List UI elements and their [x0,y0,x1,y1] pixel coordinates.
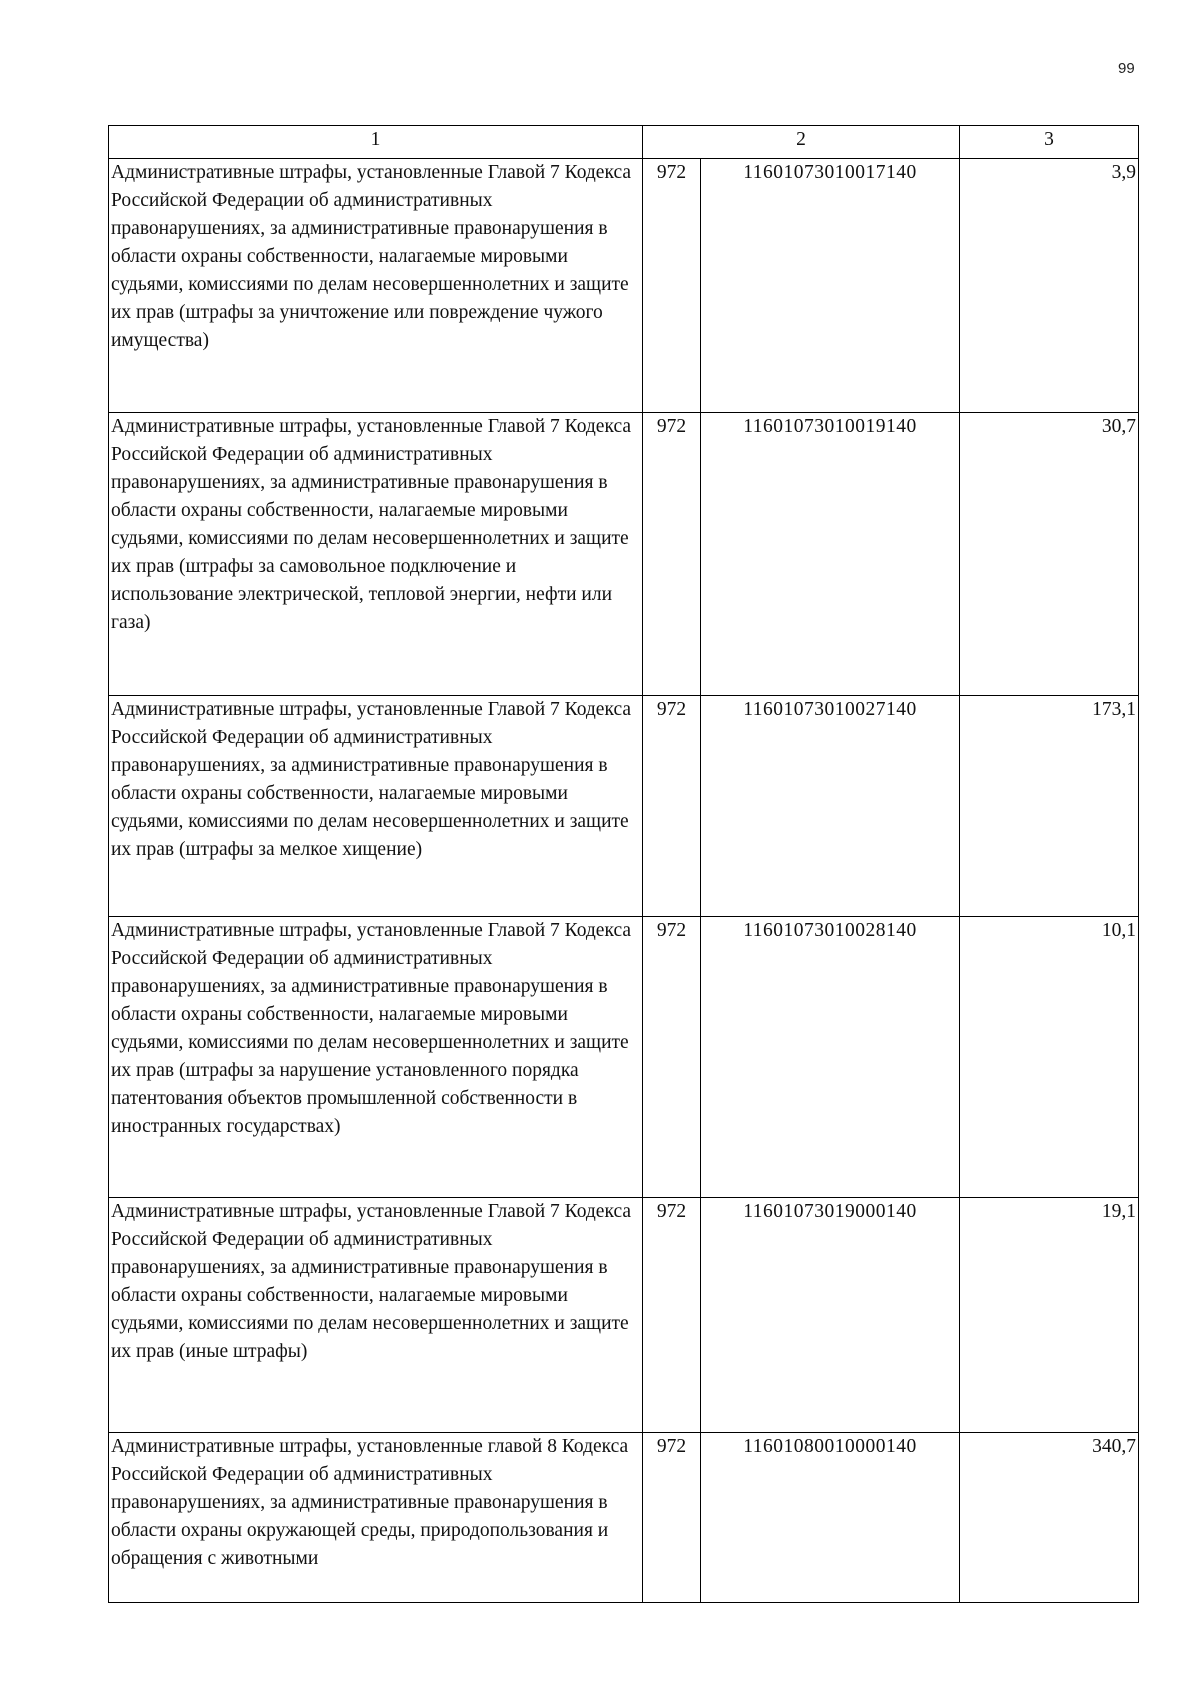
header-col-2: 2 [643,126,960,159]
row-description: Административные штрафы, установленные Главой 7 Кодекса Российской Федерации об административных правонарушениях, за административные правонарушения в области охраны собственности, налагаемые мировыми судьями, комиссиями по делам несовершеннолетних и защите их прав (иные штрафы) [109,1198,643,1433]
table-row [109,413,1139,696]
table-header-row [109,126,1139,159]
row-admin-code: 972 [643,696,701,917]
table-row [109,1198,1139,1433]
row-kbk-code: 11601073010028140 [701,917,960,1198]
row-admin-code: 972 [643,1198,701,1433]
row-description: Административные штрафы, установленные главой 8 Кодекса Российской Федерации об административных правонарушениях, за административные правонарушения в области охраны окружающей среды, природопользования и обращения с животными [109,1433,643,1603]
row-admin-code: 972 [643,917,701,1198]
table-row [109,1433,1139,1603]
row-admin-code: 972 [643,1433,701,1603]
row-amount: 10,1 [960,917,1139,1198]
row-kbk-code: 11601080010000140 [701,1433,960,1603]
page-number: 99 [1118,60,1135,77]
row-kbk-code: 11601073010027140 [701,696,960,917]
row-amount: 173,1 [960,696,1139,917]
row-description: Административные штрафы, установленные Главой 7 Кодекса Российской Федерации об административных правонарушениях, за административные правонарушения в области охраны собственности, налагаемые мировыми судьями, комиссиями по делам несовершеннолетних и защите их прав (штрафы за нарушение установленного порядка патентования объектов промышленной собственности в иностранных государствах) [109,917,643,1198]
row-description: Административные штрафы, установленные Главой 7 Кодекса Российской Федерации об административных правонарушениях, за административные правонарушения в области охраны собственности, налагаемые мировыми судьями, комиссиями по делам несовершеннолетних и защите их прав (штрафы за самовольное подключение и использование электрической, тепловой энергии, нефти или газа) [109,413,643,696]
header-col-3: 3 [960,126,1139,159]
row-kbk-code: 11601073010019140 [701,413,960,696]
row-admin-code: 972 [643,413,701,696]
table-row [109,917,1139,1198]
table-row [109,696,1139,917]
row-description: Административные штрафы, установленные Главой 7 Кодекса Российской Федерации об административных правонарушениях, за административные правонарушения в области охраны собственности, налагаемые мировыми судьями, комиссиями по делам несовершеннолетних и защите их прав (штрафы за мелкое хищение) [109,696,643,917]
row-amount: 19,1 [960,1198,1139,1433]
header-col-1: 1 [109,126,643,159]
row-kbk-code: 11601073010017140 [701,159,960,413]
row-amount: 30,7 [960,413,1139,696]
row-amount: 3,9 [960,159,1139,413]
row-kbk-code: 11601073019000140 [701,1198,960,1433]
budget-table [108,125,1139,1603]
row-admin-code: 972 [643,159,701,413]
row-amount: 340,7 [960,1433,1139,1603]
row-description: Административные штрафы, установленные Главой 7 Кодекса Российской Федерации об административных правонарушениях, за административные правонарушения в области охраны собственности, налагаемые мировыми судьями, комиссиями по делам несовершеннолетних и защите их прав (штрафы за уничтожение или повреждение чужого имущества) [109,159,643,413]
table-row [109,159,1139,413]
